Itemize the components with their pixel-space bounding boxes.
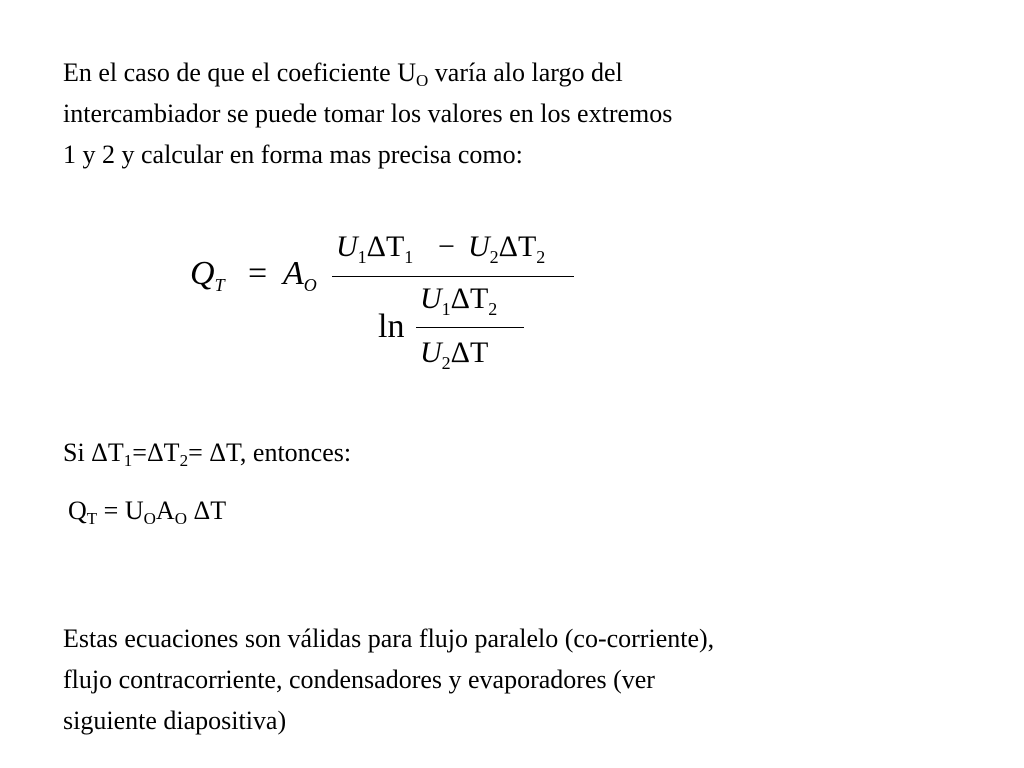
intro-line-1: En el caso de que el coeficiente $U_O$ varía alo largo del	[63, 58, 623, 90]
formula-main-fraction-bar	[332, 276, 574, 277]
formula-inner-numerator: $U_1\Delta T_2$	[420, 282, 498, 319]
formula-numerator-second: $U_2\Delta T_2$	[468, 230, 546, 267]
conclusion-line-2: flujo contracorriente, condensadores y evaporadores (ver	[63, 665, 655, 694]
intro-line-2: intercambiador se puede tomar los valores en los extremos	[63, 99, 673, 128]
formula-numerator: $U_1\Delta T_1$	[336, 230, 414, 267]
formula-minus: −	[438, 230, 455, 263]
conclusion-line-1: Estas ecuaciones son válidas para flujo paralelo (co-corriente),	[63, 624, 715, 653]
simplified-equation: $Q_T = U_OA_O$ ΔT	[68, 496, 227, 528]
formula-ln: ln	[378, 308, 405, 345]
conclusion-line-3: siguiente diapositiva)	[63, 706, 287, 735]
formula-lhs: $Q_T$	[190, 255, 225, 295]
formula-equals: =	[248, 255, 268, 292]
intro-line-3: 1 y 2 y calcular en forma mas precisa como:	[63, 140, 523, 169]
conclusion-paragraph	[63, 618, 714, 741]
formula-area: $A_O$	[283, 255, 317, 295]
intro-paragraph	[63, 52, 672, 175]
formula-inner-denominator: $U_2\Delta T$	[420, 336, 489, 373]
special-case-line: Si $\Delta T_1=\Delta T_2= \Delta T$, entonces:	[63, 438, 352, 470]
formula-inner-fraction-bar	[416, 327, 524, 328]
